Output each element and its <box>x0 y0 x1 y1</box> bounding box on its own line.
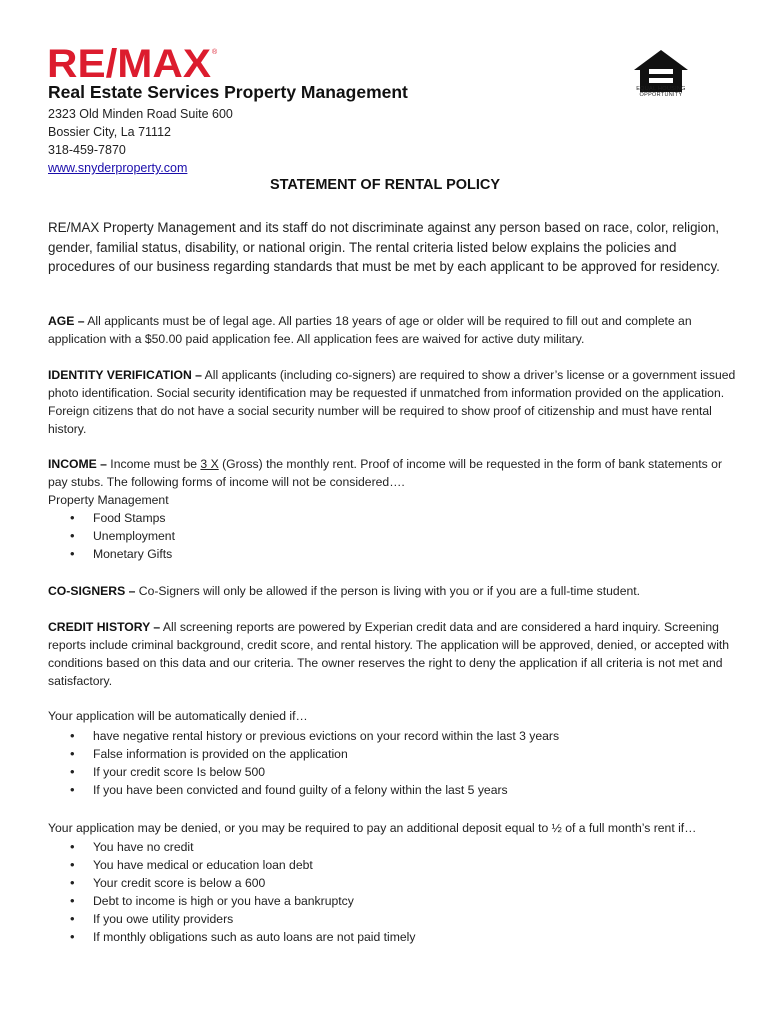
age-text: All applicants must be of legal age. All parties 18 years of age or older will be required to fill out and complete an application with a $50.00 paid application fee. All application fees are waived for active duty military. <box>48 314 692 346</box>
conditional-denial-lead: Your application may be denied, or you may be required to pay an additional deposit equal to ½ of a full month’s rent if… <box>48 821 697 835</box>
document-title: STATEMENT OF RENTAL POLICY <box>269 177 501 193</box>
identity-section <box>48 366 738 438</box>
list-item: • Food Stamps <box>48 509 738 527</box>
conditional-denial-list <box>48 838 738 946</box>
cosigners-text: Co-Signers will only be allowed if the person is living with you or if you are a full-time student. <box>135 584 641 598</box>
list-item: • Debt to income is high or you have a bankruptcy <box>48 892 738 910</box>
list-item: • You have medical or education loan debt <box>48 856 738 874</box>
company-name: Real Estate Services Property Management <box>48 82 408 102</box>
conditional-denial-section <box>48 819 738 946</box>
list-item: • False information is provided on the application <box>48 745 738 763</box>
list-item: • Unemployment <box>48 527 738 545</box>
list-item: • If your credit score Is below 500 <box>48 763 738 781</box>
svg-text:RE/MAX: RE/MAX <box>47 44 212 82</box>
identity-heading: IDENTITY VERIFICATION – <box>48 368 202 382</box>
age-section <box>48 312 738 348</box>
credit-text: All screening reports are powered by Experian credit data and are considered a hard inquiry. Screening reports include criminal background, credit score, and rental history. The application will be approved, denied, or accepted with conditions based on this data and our criteria. The owner reserves the right to deny the application if all criteria is not met and satisfactory. <box>48 620 730 688</box>
address-line-2: Bossier City, La 71112 <box>48 125 171 139</box>
income-heading: INCOME – <box>48 457 107 471</box>
list-item: • Your credit score is below a 600 <box>48 874 738 892</box>
credit-section <box>48 618 738 690</box>
list-item: • If you owe utility providers <box>48 910 738 928</box>
list-item: • have negative rental history or previous evictions on your record within the last 3 years <box>48 727 738 745</box>
auto-denial-list <box>48 727 738 799</box>
list-item: • If monthly obligations such as auto loans are not paid timely <box>48 928 738 946</box>
auto-denial-section <box>48 707 738 799</box>
income-exclusion-list <box>48 509 738 563</box>
age-heading: AGE – <box>48 314 85 328</box>
list-item: • You have no credit <box>48 838 738 856</box>
phone-number: 318-459-7870 <box>48 143 126 157</box>
identity-text: All applicants (including co-signers) are required to show a driver’s license or a government issued photo identification. Social security identification may be requested if unmatched from information provided on the application. Foreign citizens that do not have a social security number will be required to show proof of citizenship and must have rental history. <box>48 368 736 436</box>
address-line-1: 2323 Old Minden Road Suite 600 <box>48 107 233 121</box>
contact-block <box>48 105 233 177</box>
cosigners-section <box>48 582 738 600</box>
remax-logo <box>47 44 219 82</box>
income-subline: Property Management <box>48 493 169 507</box>
intro-paragraph: RE/MAX Property Management and its staff do not discriminate against any person based on race, color, religion, gender, familial status, disability, or national origin. The rental criteria listed below explains the policies and procedures of our business regarding standards that must be met by each applicant to be approved for residency. <box>48 220 720 274</box>
income-section: INCOME – Income must be 3 X (Gross) the monthly rent. Proof of income will be requested in the form of bank statements or pay stubs. The following forms of income will not be considered…. Property Management • Food Stamps • Unemployment • Monetary Gifts <box>48 455 738 563</box>
income-multiplier: 3 X <box>200 457 219 471</box>
auto-denial-lead: Your application will be automatically denied if… <box>48 709 308 723</box>
cosigners-heading: CO-SIGNERS – <box>48 584 136 598</box>
equal-housing-text: EQUAL HOUSING OPPORTUNITY <box>636 86 686 98</box>
svg-text:®: ® <box>212 49 218 56</box>
website-link[interactable]: www.snyderproperty.com <box>48 161 188 175</box>
list-item: • Monetary Gifts <box>48 545 738 563</box>
credit-heading: CREDIT HISTORY – <box>48 620 161 634</box>
list-item: • If you have been convicted and found guilty of a felony within the last 5 years <box>48 781 738 799</box>
